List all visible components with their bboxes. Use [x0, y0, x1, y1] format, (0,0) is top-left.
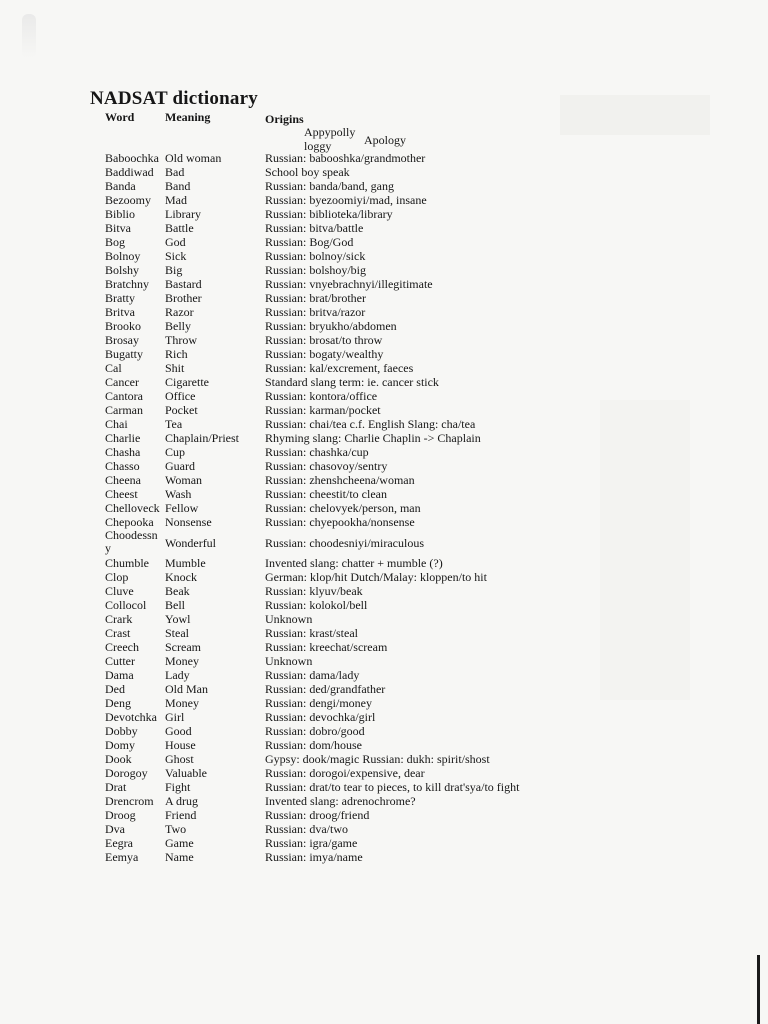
entry-meaning: Money [165, 696, 199, 710]
entry-word: Crast [105, 626, 131, 640]
table-row [0, 417, 768, 431]
table-row [0, 556, 768, 570]
entry-word: Chelloveck [105, 501, 160, 515]
table-row [0, 291, 768, 305]
entry-word: Drencrom [105, 794, 154, 808]
entry-origin: Russian: bitva/battle [265, 221, 364, 235]
entry-meaning: Band [165, 179, 191, 193]
entry-meaning: Cup [165, 445, 186, 459]
entry-meaning: Good [165, 724, 192, 738]
entry-origin: Russian: chasovoy/sentry [265, 459, 388, 473]
entry-meaning: Valuable [165, 766, 207, 780]
entry-word: Ded [105, 682, 125, 696]
table-row [0, 305, 768, 319]
entry-meaning: Tea [165, 417, 183, 431]
subheader-word [304, 125, 358, 153]
table-row [0, 529, 768, 556]
table-row [0, 696, 768, 710]
entry-meaning: Two [165, 822, 187, 836]
entry-origin: Russian: droog/friend [265, 808, 370, 822]
table-row [0, 752, 768, 766]
entry-meaning: A drug [165, 794, 198, 808]
entry-origin: Russian: dama/lady [265, 668, 360, 682]
entry-origin: Russian: klyuv/beak [265, 584, 363, 598]
entry-word: Chumble [105, 556, 149, 570]
entry-meaning: Bell [165, 598, 185, 612]
entry-meaning: Girl [165, 710, 185, 724]
table-row [0, 221, 768, 235]
table-row [0, 640, 768, 654]
entry-meaning: Yowl [165, 612, 191, 626]
entry-origin: Russian: banda/band, gang [265, 179, 394, 193]
table-row [0, 780, 768, 794]
entry-meaning: Battle [165, 221, 194, 235]
entry-origin: Russian: karman/pocket [265, 403, 381, 417]
entry-meaning: Belly [165, 319, 191, 333]
entry-word: Bratchny [105, 277, 149, 291]
entry-meaning: Ghost [165, 752, 194, 766]
table-row [0, 193, 768, 207]
entry-word: Carman [105, 403, 143, 417]
entry-word: Biblio [105, 207, 136, 221]
entry-word: Cluve [105, 584, 134, 598]
table-row [0, 487, 768, 501]
table-row [0, 822, 768, 836]
entry-origin: Unknown [265, 612, 313, 626]
entry-meaning: Old woman [165, 151, 222, 165]
table-row [0, 710, 768, 724]
entry-meaning: Wonderful [165, 536, 217, 550]
entry-meaning: Guard [165, 459, 195, 473]
table-row [0, 584, 768, 598]
entry-origin: Russian: dom/house [265, 738, 363, 752]
entry-meaning: Scream [165, 640, 201, 654]
entry-origin: Russian: britva/razor [265, 305, 366, 319]
entry-meaning: Name [165, 850, 194, 864]
table-row [0, 445, 768, 459]
entry-meaning: Mad [165, 193, 187, 207]
table-row [0, 473, 768, 487]
entry-origin: Russian: brosat/to throw [265, 333, 383, 347]
table-row [0, 836, 768, 850]
entry-word: Banda [105, 179, 136, 193]
entry-meaning: Lady [165, 668, 190, 682]
entry-meaning: Brother [165, 291, 202, 305]
table-row [0, 850, 768, 864]
entry-word: Cal [105, 361, 122, 375]
entry-origin: Russian: cheestit/to clean [265, 487, 387, 501]
entry-word: Dva [105, 822, 125, 836]
entry-meaning: Knock [165, 570, 197, 584]
table-row [0, 570, 768, 584]
entry-origin: Rhyming slang: Charlie Chaplin -> Chaplain [265, 431, 481, 445]
entry-origin: Russian: babooshka/grandmother [265, 151, 426, 165]
table-row [0, 766, 768, 780]
subheader-word-line2: loggy [304, 139, 332, 153]
table-row [0, 501, 768, 515]
table-row [0, 361, 768, 375]
entry-word: Brooko [105, 319, 141, 333]
entry-origin: School boy speak [265, 165, 350, 179]
entry-word: Cheest [105, 487, 138, 501]
entry-meaning: Rich [165, 347, 188, 361]
entry-word: Chasso [105, 459, 140, 473]
entry-word: Chasha [105, 445, 141, 459]
entry-word: Eemya [105, 850, 139, 864]
entry-origin: Russian: choodesniyi/miraculous [265, 536, 424, 550]
entry-word: Creech [105, 640, 139, 654]
table-row [0, 375, 768, 389]
table-row [0, 515, 768, 529]
entry-origin: Russian: brat/brother [265, 291, 366, 305]
entry-meaning: Chaplain/Priest [165, 431, 239, 445]
subheader-meaning: Apology [364, 133, 406, 147]
entry-origin: Standard slang term: ie. cancer stick [265, 375, 439, 389]
entry-origin: Russian: Bog/God [265, 235, 354, 249]
entry-origin: Russian: chyepookha/nonsense [265, 515, 415, 529]
page-edge-mark [757, 955, 760, 1024]
entry-word: Bezoomy [105, 193, 151, 207]
table-row [0, 389, 768, 403]
header-meaning: Meaning [165, 110, 211, 124]
entry-origin: Russian: dobro/good [265, 724, 365, 738]
entry-meaning: Bastard [165, 277, 202, 291]
entry-origin: Russian: byezoomiyi/mad, insane [265, 193, 427, 207]
entry-word: Dook [105, 752, 132, 766]
entry-meaning: Razor [165, 305, 194, 319]
entry-origin: Russian: ded/grandfather [265, 682, 386, 696]
entry-meaning: God [165, 235, 186, 249]
entry-meaning: Money [165, 654, 199, 668]
entry-origin: Russian: bolshoy/big [265, 263, 367, 277]
entry-meaning: Shit [165, 361, 185, 375]
entry-origin: Russian: devochka/girl [265, 710, 376, 724]
subheader-word-line1: Appypolly [304, 125, 356, 139]
entry-word: Domy [105, 738, 135, 752]
entry-origin: Russian: bolnoy/sick [265, 249, 366, 263]
table-row [0, 431, 768, 445]
entry-meaning: Throw [165, 333, 197, 347]
entry-origin: Russian: chashka/cup [265, 445, 369, 459]
table-row [0, 179, 768, 193]
table-row [0, 319, 768, 333]
entry-word: Charlie [105, 431, 141, 445]
entry-origin: Russian: biblioteka/library [265, 207, 393, 221]
entry-word: Clop [105, 570, 129, 584]
entry-word: Chepooka [105, 515, 154, 529]
entry-origin: Russian: dorogoi/expensive, dear [265, 766, 425, 780]
entry-origin: Gypsy: dook/magic Russian: dukh: spirit/shost [265, 752, 490, 766]
entry-word: Bolshy [105, 263, 140, 277]
entry-meaning: Sick [165, 249, 187, 263]
entry-word: Brosay [105, 333, 139, 347]
table-row [0, 626, 768, 640]
dictionary-table [0, 151, 768, 864]
entry-meaning: Fight [165, 780, 191, 794]
entry-origin: Russian: dva/two [265, 822, 348, 836]
bleed-through [560, 95, 710, 135]
table-row [0, 738, 768, 752]
entry-word: Britva [105, 305, 135, 319]
entry-meaning: Big [165, 263, 183, 277]
entry-origin: Russian: imya/name [265, 850, 363, 864]
table-row [0, 654, 768, 668]
entry-origin: Invented slang: chatter + mumble (?) [265, 556, 443, 570]
table-row [0, 151, 768, 165]
entry-word: Cancer [105, 375, 139, 389]
entry-word: Cheena [105, 473, 141, 487]
table-row [0, 347, 768, 361]
entry-meaning: Office [165, 389, 196, 403]
entry-word: Choodessny [105, 528, 158, 555]
entry-word: Bugatty [105, 347, 143, 361]
entry-origin: Invented slang: adrenochrome? [265, 794, 416, 808]
table-row [0, 682, 768, 696]
entry-origin: Russian: dengi/money [265, 696, 372, 710]
entry-meaning: Bad [165, 165, 185, 179]
entry-origin: Russian: kreechat/scream [265, 640, 388, 654]
entry-word: Eegra [105, 836, 133, 850]
entry-meaning: Steal [165, 626, 189, 640]
entry-meaning: Old Man [165, 682, 208, 696]
entry-origin: Russian: chelovyek/person, man [265, 501, 421, 515]
entry-word: Bratty [105, 291, 135, 305]
table-row [0, 165, 768, 179]
entry-origin: Russian: bryukho/abdomen [265, 319, 397, 333]
entry-word: Bolnoy [105, 249, 141, 263]
entry-word: Collocol [105, 598, 147, 612]
entry-origin: Russian: chai/tea c.f. English Slang: cha/tea [265, 417, 476, 431]
entry-word: Dama [105, 668, 134, 682]
entry-word: Dobby [105, 724, 138, 738]
entry-meaning: Woman [165, 473, 203, 487]
entry-meaning: Wash [165, 487, 192, 501]
table-row [0, 249, 768, 263]
header-origins: Origins [265, 112, 304, 126]
table-row [0, 333, 768, 347]
table-row [0, 403, 768, 417]
entry-origin: Russian: kolokol/bell [265, 598, 368, 612]
entry-origin: German: klop/hit Dutch/Malay: kloppen/to hit [265, 570, 487, 584]
table-row [0, 235, 768, 249]
entry-word: Crark [105, 612, 133, 626]
table-row [0, 459, 768, 473]
entry-origin: Russian: krast/steal [265, 626, 358, 640]
table-row [0, 612, 768, 626]
entry-word: Devotchka [105, 710, 157, 724]
entry-word: Bitva [105, 221, 131, 235]
entry-word: Deng [105, 696, 131, 710]
table-row [0, 794, 768, 808]
entry-meaning: Nonsense [165, 515, 212, 529]
table-row [0, 263, 768, 277]
table-row [0, 598, 768, 612]
entry-word: Baddiwad [105, 165, 154, 179]
entry-origin: Russian: zhenshcheena/woman [265, 473, 415, 487]
entry-meaning: Game [165, 836, 194, 850]
scan-smudge [22, 14, 36, 58]
entry-meaning: Cigarette [165, 375, 209, 389]
entry-origin: Russian: bogaty/wealthy [265, 347, 384, 361]
entry-word: Cantora [105, 389, 143, 403]
entry-meaning: Friend [165, 808, 197, 822]
entry-meaning: Mumble [165, 556, 206, 570]
entry-word: Baboochka [105, 151, 159, 165]
header-word: Word [105, 110, 135, 124]
page-title: NADSAT dictionary [90, 88, 258, 109]
table-row [0, 207, 768, 221]
entry-word: Chai [105, 417, 128, 431]
entry-origin: Russian: vnyebrachnyi/illegitimate [265, 277, 433, 291]
entry-origin: Russian: kal/excrement, faeces [265, 361, 414, 375]
entry-word: Drat [105, 780, 127, 794]
entry-origin: Unknown [265, 654, 313, 668]
entry-meaning: Beak [165, 584, 190, 598]
entry-origin: Russian: igra/game [265, 836, 358, 850]
table-row [0, 808, 768, 822]
entry-word: Dorogoy [105, 766, 148, 780]
entry-origin: Russian: drat/to tear to pieces, to kill drat'sya/to fight [265, 780, 520, 794]
table-row [0, 724, 768, 738]
entry-origin: Russian: kontora/office [265, 389, 378, 403]
entry-meaning: Library [165, 207, 201, 221]
entry-meaning: Fellow [165, 501, 199, 515]
table-row [0, 668, 768, 682]
entry-word: Droog [105, 808, 136, 822]
table-row [0, 277, 768, 291]
entry-word: Cutter [105, 654, 135, 668]
entry-word: Bog [105, 235, 126, 249]
entry-meaning: House [165, 738, 196, 752]
entry-meaning: Pocket [165, 403, 198, 417]
